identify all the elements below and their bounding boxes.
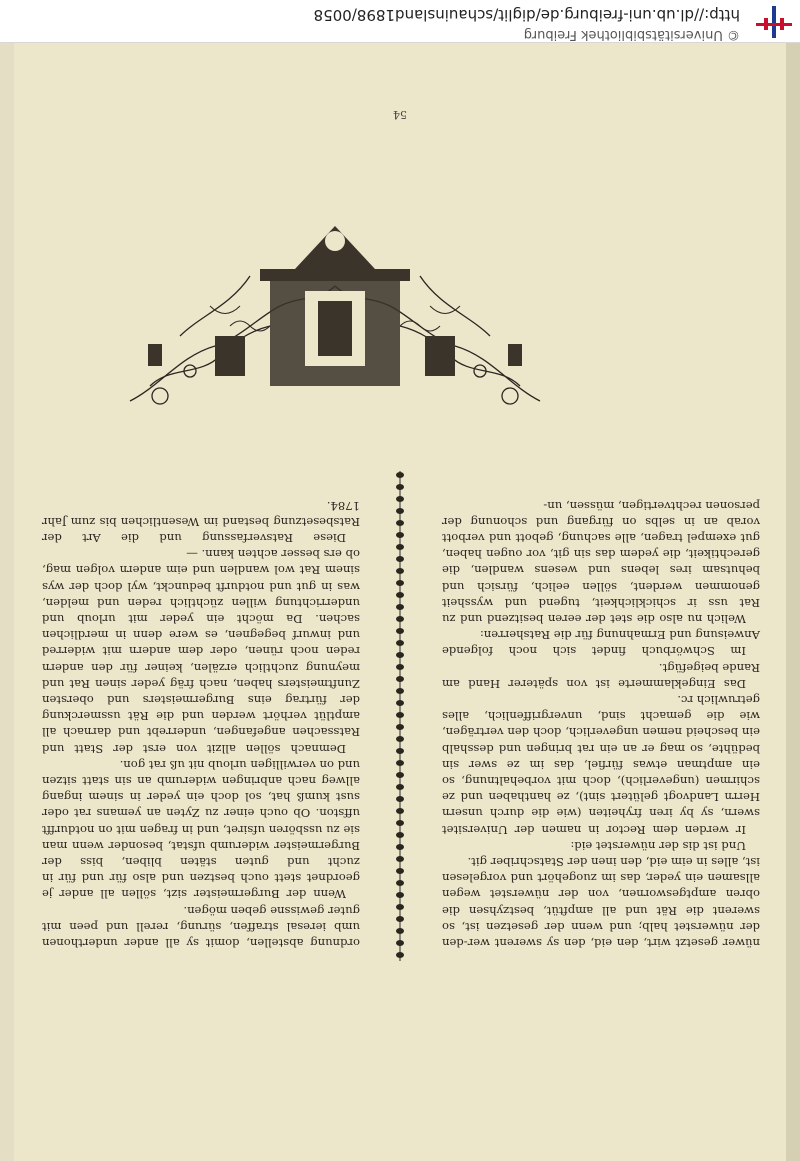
paragraph: Und ist dis der nüwerstet eid:	[570, 838, 746, 853]
divider-bead	[396, 784, 404, 790]
divider-bead	[396, 712, 404, 718]
divider-bead	[396, 508, 404, 514]
divider-bead	[396, 808, 404, 814]
paragraph: Wenn der Burgermeister sizt, söllen all ander je geordnet stett ouch bestzen und also für und für in zucht und guten stäten bliben, biss der Burgermeister widerumb ufstat, besonder wenn man sie zu ussbören ufsiret, und in fragen mit on notdurfft uffston. Ob ouch einer zu Zyten an yemans rat oder sust kumß hat, sol doch ein yeder in sinem ingang allweg nach anbringen widerumb an sin statt sitzen und on verwilligen urloub nit uß rat gon.	[42, 757, 360, 902]
ornamental-vignette	[120, 211, 550, 426]
divider-bead	[396, 880, 404, 886]
divider-bead	[396, 760, 404, 766]
divider-bead	[396, 916, 404, 922]
divider-bead	[396, 556, 404, 562]
divider-bead	[396, 736, 404, 742]
divider-bead	[396, 568, 404, 574]
divider-bead	[396, 616, 404, 622]
paragraph: Demnach söllen allzit von erst der Statt und Ratssachen angefangen, underrebt und darnach all amptlüt verhört werden und die Rät ussmerckung der fürtrag eins Burgermeisters und obersten Zunftmeisters haben, nach fräg yeder sinen Rat und meynung zuchtlich erzälen, keiner für den andern reden noch rünen, oder dem andern mit widerred und inwurf begegnen, es were denn in merdlichen sachen. Da möcht ein yeder mit urloub und underrichtung willen züchtlich reden und melden, was in gut und notdurft bedunckt, wyl doch der wys sinem Rat wol wandlen und eim andern volgen mag, ob ers besser achten kann. —	[42, 547, 360, 756]
ub-freiburg-logo-icon	[752, 4, 796, 40]
paragraph: Das Eingeklammerte ist von späterer Hand am Rande beigefügt.	[442, 660, 760, 691]
divider-bead	[396, 496, 404, 502]
divider-bead	[396, 820, 404, 826]
divider-bead	[396, 520, 404, 526]
paragraph: Ir werden dem Rector in namen der Universitet swern, sy by iren fryheiten (wie die durch unsern Herrn Landvogt gelütert sint), ze hanthaben und ze schirmen (ungeverlich), doch mit vorbehaltnung, so ein amptman etwas fürfiel, das im ze swer sin bedühte, so mag er an ein rat bringen und desshalb ein bescheid nemen ungeverlich, doch den verträgen, wie die gemacht sind, unvergriffenlich, alles getruwlich rc.	[442, 692, 760, 837]
page-right-edge	[0, 43, 14, 1161]
paragraph: Diese Ratsverfassung und die Art der Ratsbesetzung bestand im Wesentlichen bis zum Jahr 1784.	[42, 498, 360, 545]
divider-bead	[396, 832, 404, 838]
divider-bead	[396, 484, 404, 490]
page-left-edge	[786, 43, 800, 1161]
right-text-column	[42, 497, 360, 951]
paragraph: ordnung abstellen, domit sy all ander underthonen umb ieresal straffen, sürung, rerell und peen mit guter gewissne geben mögen.	[42, 903, 360, 950]
divider-bead	[396, 640, 404, 646]
divider-bead	[396, 928, 404, 934]
paragraph: Im Schwörbuch findet sich noch folgende Anweisung und Ermahnung für die Ratsherren:	[442, 628, 760, 659]
divider-bead	[396, 856, 404, 862]
divider-bead	[396, 724, 404, 730]
divider-bead	[396, 868, 404, 874]
paragraph: nüwer gesetzt wirt, den eid, den sy swerent wer-den der nüwerstet halb; und wenn der gesetzen ist, so swerent die Rät und all ampftüt, bestzyhsen die obren amptgeswornen, von der nüwerstet wegen allsamen ein yeder, das im zuogehört und vorgelesen ist, alles in eim eid, den inen der Statschriber git.	[442, 854, 760, 950]
divider-bead	[396, 580, 404, 586]
divider-bead	[396, 688, 404, 694]
column-divider-ornament	[392, 471, 408, 961]
divider-bead	[396, 952, 404, 958]
paragraph: Welich nu also die stet der eeren besitzend und zu Rat uss ir schicklichkeit, tugend und wyssheit genommen werdent, söllen eelich, fürsich und behutsam ires lebens und wesens wandlen, die gerechtikeit, die yedem das sin git, vor ougen haben, gut exempel tragen, alle sachung, gebott und verbott vorab an in selbs on fürgang und schonung der personen rechtvertigen, müssen, un-	[442, 498, 760, 626]
divider-bead	[396, 772, 404, 778]
viewer-footer-bar	[0, 0, 800, 43]
copyright-text: © Universitätsbibliothek Freiburg	[523, 27, 740, 42]
left-text-column	[442, 497, 760, 951]
page-number: 54	[393, 108, 407, 121]
divider-bead	[396, 748, 404, 754]
divider-bead	[396, 904, 404, 910]
divider-bead	[396, 940, 404, 946]
divider-bead	[396, 592, 404, 598]
source-url-link[interactable]: http://dl.ub.uni-freiburg.de/diglit/schauinsland1898/0058	[313, 6, 740, 24]
divider-bead	[396, 472, 404, 478]
divider-bead	[396, 844, 404, 850]
divider-bead	[396, 700, 404, 706]
divider-bead	[396, 652, 404, 658]
divider-bead	[396, 664, 404, 670]
divider-bead	[396, 532, 404, 538]
divider-bead	[396, 544, 404, 550]
divider-bead	[396, 628, 404, 634]
divider-bead	[396, 796, 404, 802]
divider-bead	[396, 604, 404, 610]
divider-bead	[396, 892, 404, 898]
divider-bead	[396, 676, 404, 682]
